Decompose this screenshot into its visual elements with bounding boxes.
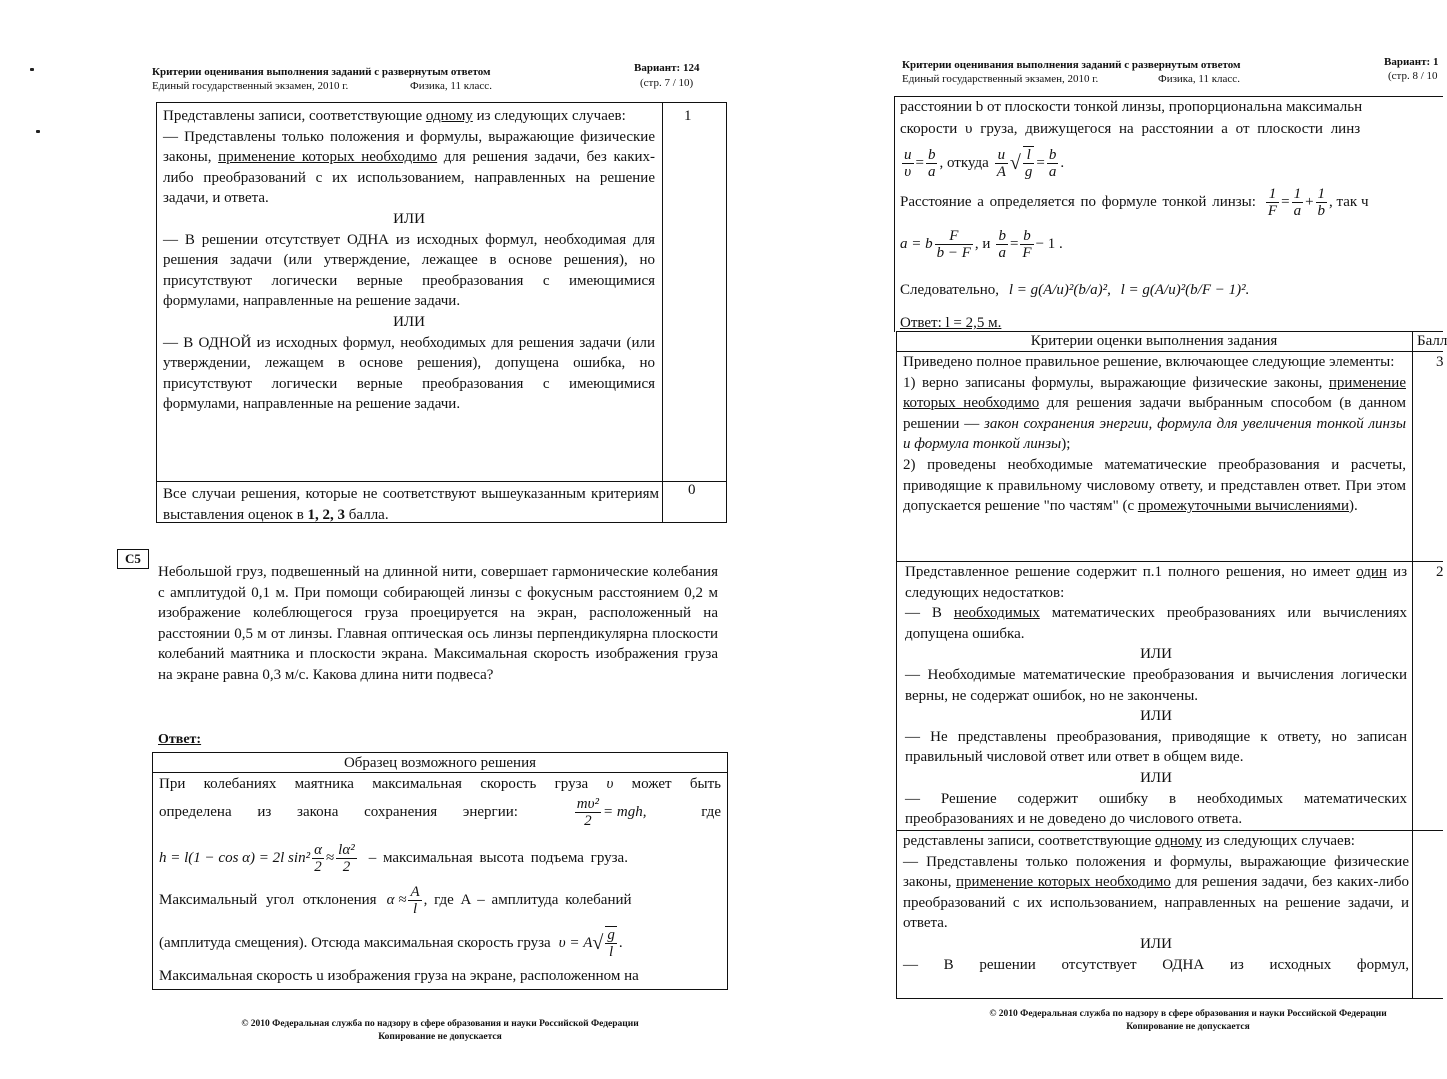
right-criteria-row-3: Приведено полное правильное решение, включающее следующие элементы: 1) верно записаны формулы, выражающие физические законы, применение которых необходимо для решения задачи выбранным способом (в данном решении — закон сохранения энергии, формула для увеличения тонкой линзы и формула тонкой линзы); 2) проведены необходимые математические преобразования и расчеты, приводящие к правильному числовому ответу, и представлен ответ. При этом допускается решение "по частям" (с промежуточными вычислениями).	[903, 354, 1406, 515]
solution-line-1: При колебаниях маятника максимальная скорость груза υ может быть	[159, 776, 721, 792]
left-header-exam: Единый государственный экзамен, 2010 г.	[152, 80, 349, 92]
solution-line-6: Максимальная скорость u изображения груза на экране, расположенном на	[159, 968, 639, 984]
right-table-bottom	[896, 998, 1443, 999]
right-header-subject: Физика, 11 класс.	[1158, 73, 1240, 85]
scan-speck	[30, 68, 34, 71]
solution-line-5: (амплитуда смещения). Отсюда максимальная скорость груза υ = A √ $\frac{g}{l}$ .	[159, 927, 623, 960]
left-header-subject: Физика, 11 класс.	[410, 80, 492, 92]
right-lens-line: Расстояние a определяется по формуле тонкой линзы: $\frac{1}{F}$ = $\frac{1}{a}$ + $\frac{1}{b}$ , так ч	[900, 186, 1369, 219]
left-criteria-score-0: 0	[688, 482, 696, 498]
right-table-left	[896, 331, 897, 999]
right-eq-2: a = b $\frac{F}{b - F}$ , и $\frac{b}{a}$ = $\frac{b}{F}$ − 1 .	[900, 228, 1063, 261]
task-label-c5: С5	[117, 549, 149, 569]
left-criteria-score-1: 1	[684, 108, 692, 124]
solution-title: Образец возможного решения	[343, 755, 537, 771]
left-criteria-rowline	[156, 481, 727, 482]
right-header-title: Критерии оценивания выполнения заданий с развернутым ответом	[902, 59, 1241, 71]
left-criteria-row2: Все случаи решения, которые не соответствуют вышеуказанным критериям выставления оценок в 1, 2, 3 балла.	[163, 486, 659, 523]
right-eq-1: $\frac{u}{\upsilon}$ = $\frac{b}{a}$ , откуда $\frac{u}{A}$ √ $\frac{l}{g}$ = $\frac{b}{a}$ .	[904, 146, 1065, 180]
right-footer: © 2010 Федеральная служба по надзору в сфере образования и науки Российской Федерации Копирование не допускается	[989, 1009, 1387, 1032]
right-cont-line-1: расстоянии b от плоскости тонкой линзы, пропорциональна максимальн	[900, 99, 1363, 115]
right-criteria-row-1: редставлены записи, соответствующие одному из следующих случаев: — Представлены только положения и формулы, выражающие физические законы, применение которых необходимо для решения задачи, без каких-либо преобразований с их использованием, направленных на решение задачи, и ответа. ИЛИ — В решении отсутствует ОДНА из исходных формул,	[903, 833, 1409, 973]
right-table-header: Критерии оценки выполнения задания	[1030, 333, 1278, 349]
right-header-exam: Единый государственный экзамен, 2010 г.	[902, 73, 1099, 85]
right-criteria-row-2: Представленное решение содержит п.1 полного решения, но имеет один из следующих недостатков: — В необходимых математических преобразованиях или вычислениях допущена ошибка. ИЛИ — Необходимые математические преобразования и вычисления логически верны, не содержат ошибок, но не закончены. ИЛИ — Не представлены преобразования, приводящие к ответу, но записан правильный числовой ответ или ответ в общем виде. ИЛИ — Решение содержит ошибку в необходимых математических преобразованиях и не доведено до числового ответа.	[905, 564, 1408, 828]
right-header-variant: Вариант: 1	[1384, 56, 1439, 68]
left-header-title: Критерии оценивания выполнения заданий с развернутым ответом	[152, 66, 491, 78]
right-criteria-score-3: 3	[1436, 354, 1444, 370]
solution-line-4: Максимальный угол отклонения α ≈ $\frac{A}{l}$ , где A – амплитуда колебаний	[159, 884, 632, 917]
left-criteria-row1: Представлены записи, соответствующие одному из следующих случаев: — Представлены только положения и формулы, выражающие физические законы, применение которых необходимо для решения задачи, без каких-либо преобразований с их использованием, направленных на решение задачи, и ответа. ИЛИ — В решении отсутствует ОДНА из исходных формул, необходимая для решения задачи (или утверждение, лежащее в основе решения), но присутствуют логически верные преобразования с имеющимися формулами, направленные на решение задачи. ИЛИ — В ОДНОЙ из исходных формул, необходимых для решения задачи (или утверждении, лежащем в основе решения), допущена ошибка, но присутствуют логически верные преобразования с имеющимися формулами, направленные на решение задачи.	[163, 108, 655, 413]
right-table-header-score: Балл	[1417, 333, 1447, 349]
right-hence-line: Следовательно, l = g(A/u)²(b/a)², l = g(A/u)²(b/F − 1)².	[900, 282, 1250, 298]
solution-line-2: определена из закона сохранения энергии: $\frac{\text{mυ²}}{2}$ = mgh, где	[159, 796, 721, 829]
right-answer: Ответ: l = 2,5 м.	[900, 315, 1002, 331]
right-box-left-border	[894, 96, 895, 332]
right-table-divider	[1412, 331, 1413, 999]
right-header-page: (стр. 8 / 10	[1388, 70, 1438, 82]
answer-label: Ответ:	[158, 732, 202, 747]
scan-speck	[36, 130, 40, 133]
left-header-page: (стр. 7 / 10)	[640, 77, 694, 89]
left-criteria-divider	[662, 102, 663, 523]
solution-line-3: h = l(1 − cos α) = 2l sin² $\frac{\alpha}{2}$ ≈ $\frac{\text{lα²}}{2}$ – максимальная высота подъема груза.	[159, 842, 628, 875]
left-footer: © 2010 Федеральная служба по надзору в сфере образования и науки Российской Федерации Копирование не допускается	[241, 1019, 639, 1042]
task-text: Небольшой груз, подвешенный на длинной нити, совершает гармонические колебания с амплитудой 0,1 м. При помощи собирающей линзы с фокусным расстоянием 0,2 м изображение колеблющегося груза проецируется на экран, расположенный на расстоянии 0,5 м от линзы. Главная оптическая ось линзы перпендикулярна плоскости колебаний маятника и плоскости экрана. Максимальная скорость изображения груза на экране равна 0,3 м/с. Какова длина нити подвеса?	[158, 564, 718, 683]
left-header-variant: Вариант: 124	[634, 62, 700, 74]
right-criteria-score-2: 2	[1436, 564, 1444, 580]
right-cont-line-2: скорости υ груза, движущегося на расстоянии a от плоскости линз	[900, 121, 1361, 137]
